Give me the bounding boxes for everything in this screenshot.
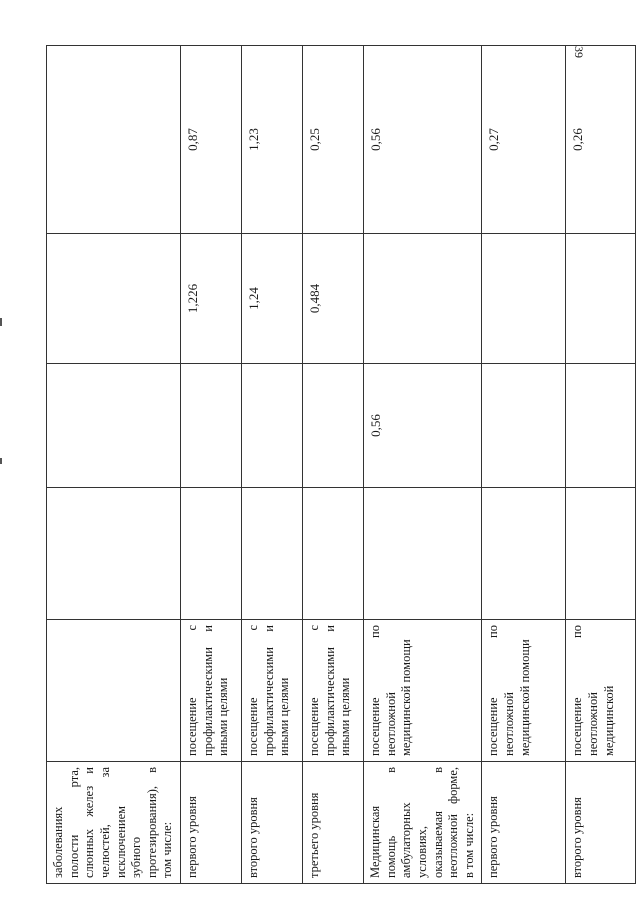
value-cell bbox=[181, 364, 242, 488]
value-cell bbox=[482, 364, 566, 488]
scan-mark-left bbox=[0, 318, 2, 326]
value-cell bbox=[566, 234, 636, 364]
value-cell bbox=[566, 364, 636, 488]
table-row bbox=[364, 46, 482, 884]
value-cell bbox=[47, 488, 181, 620]
value-cell: 1,24 bbox=[242, 234, 303, 364]
unit-cell: посещение по неотложной медицинской помощи bbox=[364, 620, 482, 762]
value-cell bbox=[303, 488, 364, 620]
value-cell bbox=[364, 488, 482, 620]
value-cell bbox=[566, 488, 636, 620]
value-cell bbox=[242, 488, 303, 620]
table-row bbox=[566, 46, 636, 884]
table-row bbox=[242, 46, 303, 884]
value-cell bbox=[47, 234, 181, 364]
volume-table bbox=[46, 45, 636, 884]
value-cell: 1,226 bbox=[181, 234, 242, 364]
unit-cell: посещение по неотложной медицинской помощи bbox=[482, 620, 566, 762]
unit-cell: посещение с профилактическими и иными целями bbox=[303, 620, 364, 762]
row-name-cell: заболеваниях полости рта, слюнных желез и челюстей, за исключением зубного протезирования), в том числе: bbox=[47, 762, 181, 884]
value-cell bbox=[364, 234, 482, 364]
row-name-cell: второго уровня bbox=[566, 762, 636, 884]
value-cell bbox=[482, 488, 566, 620]
value-cell: 1,23 bbox=[242, 46, 303, 234]
table-row bbox=[47, 46, 181, 884]
value-cell bbox=[47, 364, 181, 488]
row-name-cell: третьего уровня bbox=[303, 762, 364, 884]
value-cell: 0,484 bbox=[303, 234, 364, 364]
value-cell bbox=[303, 364, 364, 488]
value-cell bbox=[181, 488, 242, 620]
table-row bbox=[482, 46, 566, 884]
scan-mark-left-2 bbox=[0, 458, 2, 464]
unit-cell: посещение с профилактическими и иными целями bbox=[181, 620, 242, 762]
row-name-cell: второго уровня bbox=[242, 762, 303, 884]
value-cell: 0,25 bbox=[303, 46, 364, 234]
page-number: 39 bbox=[572, 46, 586, 58]
table-row bbox=[181, 46, 242, 884]
table-row bbox=[303, 46, 364, 884]
value-cell: 0,56 bbox=[364, 364, 482, 488]
value-cell: 0,87 bbox=[181, 46, 242, 234]
value-cell: 0,27 bbox=[482, 46, 566, 234]
unit-cell: посещение по неотложной медицинской bbox=[566, 620, 636, 762]
value-cell bbox=[482, 234, 566, 364]
value-cell: 0,26 bbox=[566, 46, 636, 234]
unit-cell bbox=[47, 620, 181, 762]
unit-cell: посещение с профилактическими и иными целями bbox=[242, 620, 303, 762]
value-cell bbox=[47, 46, 181, 234]
rotated-table-container bbox=[46, 46, 616, 884]
row-name-cell: первого уровня bbox=[181, 762, 242, 884]
row-name-cell: первого уровня bbox=[482, 762, 566, 884]
value-cell: 0,56 bbox=[364, 46, 482, 234]
row-name-cell: Медицинская помощь в амбулаторных условиях, оказываемая в неотложной форме, в том числе: bbox=[364, 762, 482, 884]
value-cell bbox=[242, 364, 303, 488]
